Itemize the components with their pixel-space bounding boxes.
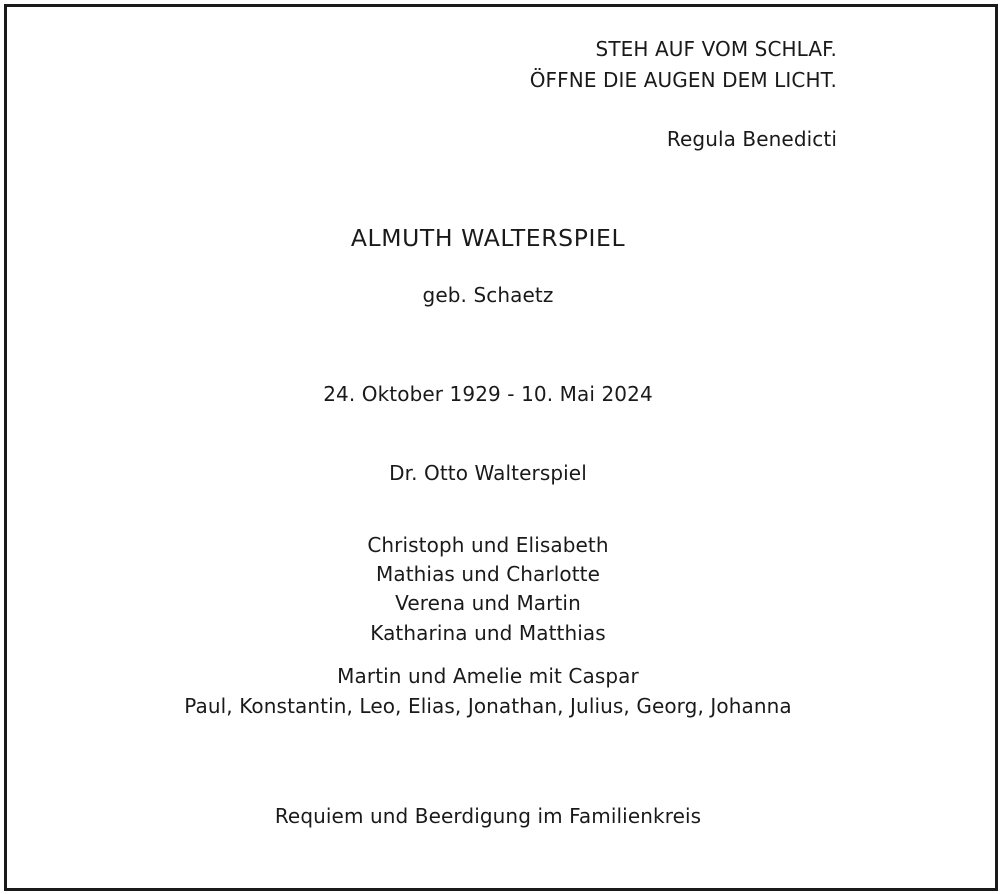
- motto-line-2: ÖFFNE DIE AUGEN DEM LICHT.: [529, 68, 837, 92]
- spouse-name: Dr. Otto Walterspiel: [389, 461, 587, 485]
- children-line-3: Verena und Martin: [395, 591, 581, 615]
- children-line-4: Katharina und Matthias: [370, 621, 606, 645]
- deceased-name: ALMUTH WALTERSPIEL: [350, 224, 626, 252]
- grandchildren-line-2: Paul, Konstantin, Leo, Elias, Jonathan, Julius, Georg, Johanna: [184, 694, 792, 718]
- children-line-1: Christoph und Elisabeth: [367, 533, 609, 557]
- grandchildren-line-1: Martin und Amelie mit Caspar: [337, 664, 639, 688]
- notice-border: [4, 4, 998, 891]
- children-line-2: Mathias und Charlotte: [375, 562, 601, 586]
- motto-source: Regula Benedicti: [666, 127, 837, 151]
- birth-name: geb. Schaetz: [422, 283, 554, 307]
- life-dates: 24. Oktober 1929 - 10. Mai 2024: [323, 382, 653, 406]
- motto-line-1: STEH AUF VOM SCHLAF.: [595, 37, 837, 61]
- funeral-notice: Requiem und Beerdigung im Familienkreis: [274, 804, 702, 828]
